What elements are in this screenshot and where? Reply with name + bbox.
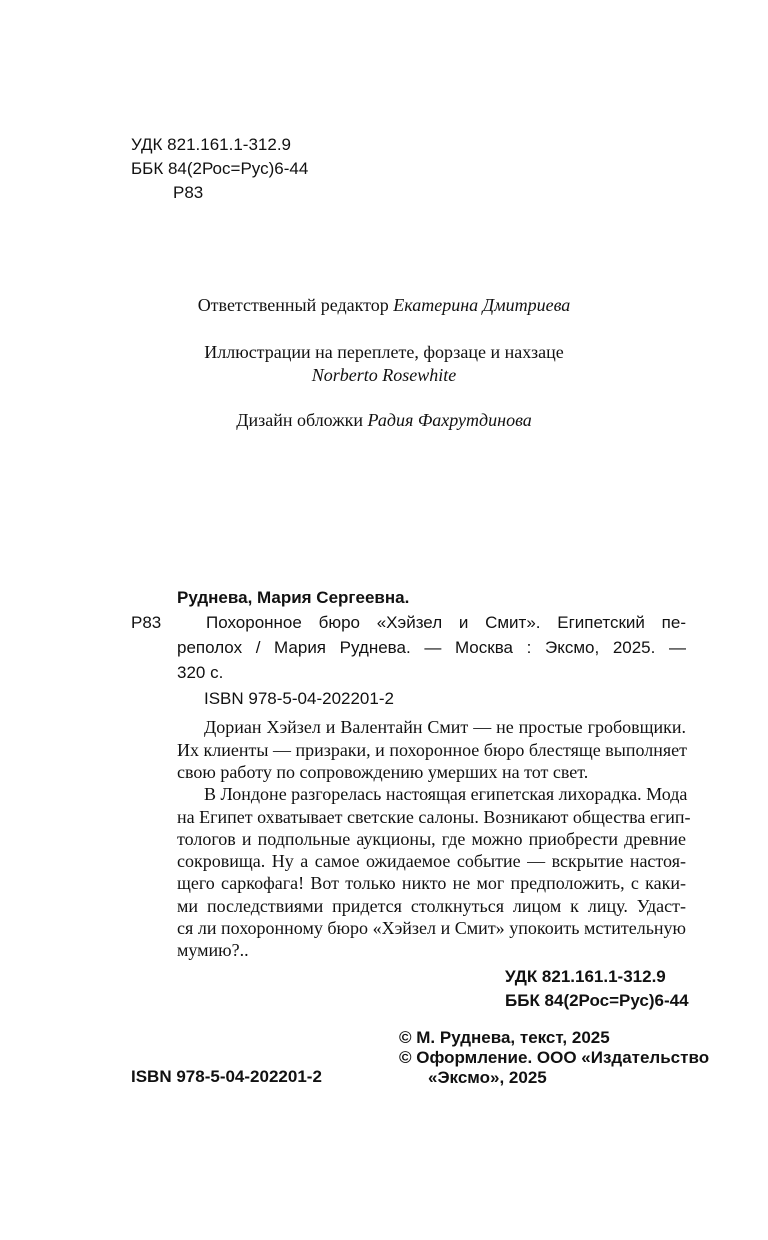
editor-name: Екатерина Дмитриева xyxy=(393,295,571,315)
illustrations-credit: Иллюстрации на переплете, форзаце и нахзаце xyxy=(204,342,564,362)
annotation-line: мумию?.. xyxy=(177,940,249,960)
author-mark: Р83 xyxy=(173,183,204,202)
annotation-line: ми последствиями придется столкнуться лицом к лицу. Удаст- xyxy=(177,896,686,916)
annotation-line: Их клиенты — призраки, и похоронное бюро блестяще выполняет xyxy=(177,740,688,760)
annotation-line: свою работу по сопровождению умерших на тот свет. xyxy=(177,762,589,782)
catalog-mark: Р83 xyxy=(131,613,162,632)
illustrator-name: Norberto Rosewhite xyxy=(311,365,457,385)
catalog-bbk: ББК 84(2Рос=Рус)6-44 xyxy=(505,991,689,1010)
annotation-line: на Египет охватывает светские салоны. Возникают общества егип- xyxy=(177,807,691,827)
cover-label: Дизайн обложки xyxy=(236,410,368,430)
catalog-isbn: ISBN 978-5-04-202201-2 xyxy=(204,689,394,708)
annotation-line: сокровища. Ну а самое ожидаемое событие — вскрытие настоя- xyxy=(177,851,686,871)
udk-code: УДК 821.161.1-312.9 xyxy=(131,135,292,154)
annotation-line: тологов и подпольные аукционы, где можно приобрести древние xyxy=(177,829,686,849)
annotation-line: ся ли похоронному бюро «Хэйзел и Смит» упокоить мстительную xyxy=(177,918,686,938)
catalog-title-line-1: Похоронное бюро «Хэйзел и Смит». Египетский пе- xyxy=(206,613,686,632)
cover-design-credit xyxy=(0,409,768,431)
editor-label: Ответственный редактор xyxy=(197,295,394,315)
footer-isbn: ISBN 978-5-04-202201-2 xyxy=(131,1067,322,1086)
copyright-line: «Эксмо», 2025 xyxy=(428,1068,547,1087)
annotation-line: щего саркофага! Вот только никто не мог предположить, с каки- xyxy=(177,873,686,893)
annotation-line: Дориан Хэйзел и Валентайн Смит — не простые гробовщики. xyxy=(204,717,686,737)
catalog-author-heading: Руднева, Мария Сергеевна. xyxy=(177,588,410,607)
catalog-title-line-3: 320 с. xyxy=(177,663,224,682)
cover-designer-name: Радия Фахрутдинова xyxy=(367,410,532,430)
editor-credit xyxy=(0,294,768,316)
annotation-line: В Лондоне разгорелась настоящая египетская лихорадка. Мода xyxy=(204,784,688,804)
copyright-line: © Оформление. ООО «Издательство xyxy=(399,1048,710,1067)
copyright-line: © М. Руднева, текст, 2025 xyxy=(399,1028,610,1047)
bbk-code: ББК 84(2Рос=Рус)6-44 xyxy=(131,159,309,178)
catalog-udk: УДК 821.161.1-312.9 xyxy=(505,967,666,986)
catalog-title-line-2: реполох / Мария Руднева. — Москва : Эксмо, 2025. — xyxy=(177,638,686,657)
